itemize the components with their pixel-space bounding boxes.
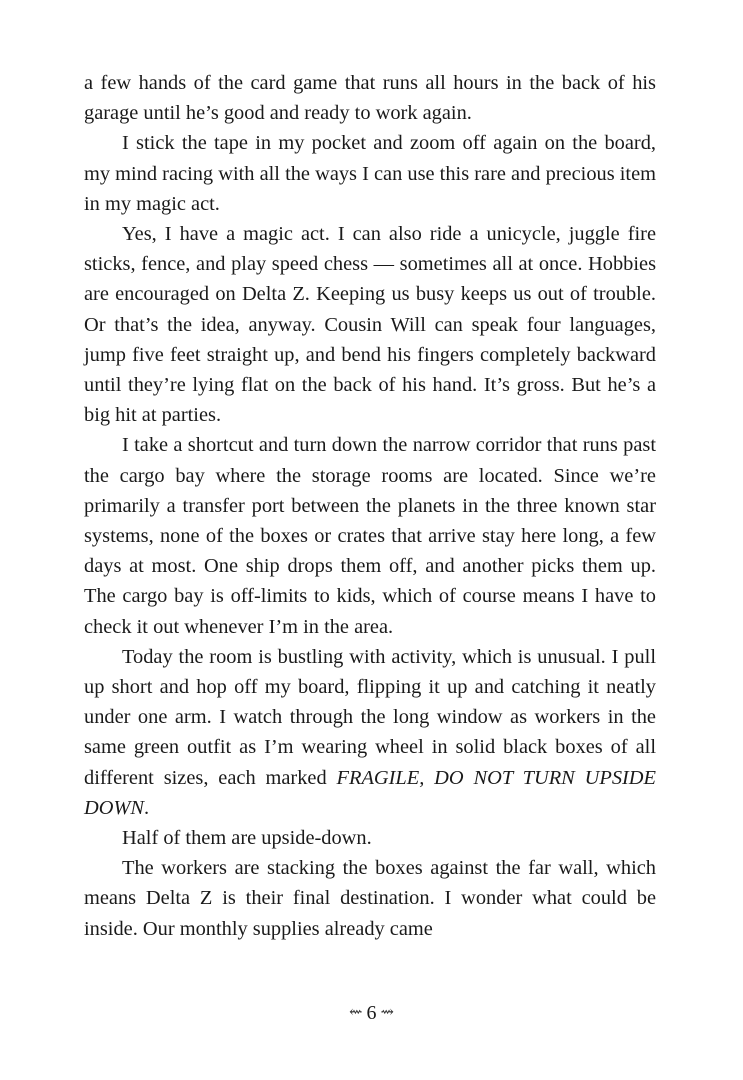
body-text [84, 68, 656, 944]
fragile-label: FRAGILE, DO NOT TURN UPSIDE DOWN [84, 766, 656, 819]
page-footer [0, 1000, 743, 1025]
paragraph-3: Yes, I have a magic act. I can also ride a unicycle, juggle fire sticks, fence, and play speed chess — sometimes all at once. Hobbies are encouraged on Delta Z. Keeping us busy keeps us out of trouble. Or that’s the idea, anyway. Cousin Will can speak four languages, jump five feet straight up, and bend his fingers completely backward until they’re lying flat on the back of his hand. It’s gross. But he’s a big hit at parties. [84, 223, 656, 427]
paragraph-4: I take a shortcut and turn down the narrow corridor that runs past the cargo bay where the storage rooms are located. Since we’re primarily a transfer port between the planets in the three known star systems, none of the boxes or crates that arrive stay here long, a few days at most. One ship drops them off, and another picks them up. The cargo bay is off-limits to kids, which of course means I have to check it out whenever I’m in the area. [84, 434, 656, 638]
paragraph-7: The workers are stacking the boxes against the far wall, which means Delta Z is their final destination. I wonder what could be inside. Our monthly supplies already came [84, 857, 656, 940]
fragile-label-end: . [144, 796, 150, 819]
page-number: 6 [366, 1002, 377, 1025]
left-arrow-ornament-icon: ⇜ [349, 1004, 363, 1022]
paragraph-1: a few hands of the card game that runs all hours in the back of his garage until he’s good and ready to work again. [84, 72, 656, 125]
paragraph-2: I stick the tape in my pocket and zoom off again on the board, my mind racing with all the ways I can use this rare and precious item in my magic act. [84, 132, 656, 215]
paragraph-5 [84, 642, 656, 823]
paragraph-5-text: Today the room is bustling with activity, which is unusual. I pull up short and hop off my board, flipping it up and catching it neatly under one arm. I watch through the long window as workers in the same green outfit as I’m wearing wheel in solid black boxes of all different sizes, each marked [84, 645, 656, 789]
paragraph-6: Half of them are upside-down. [122, 827, 372, 850]
right-arrow-ornament-icon: ⇝ [380, 1004, 394, 1022]
